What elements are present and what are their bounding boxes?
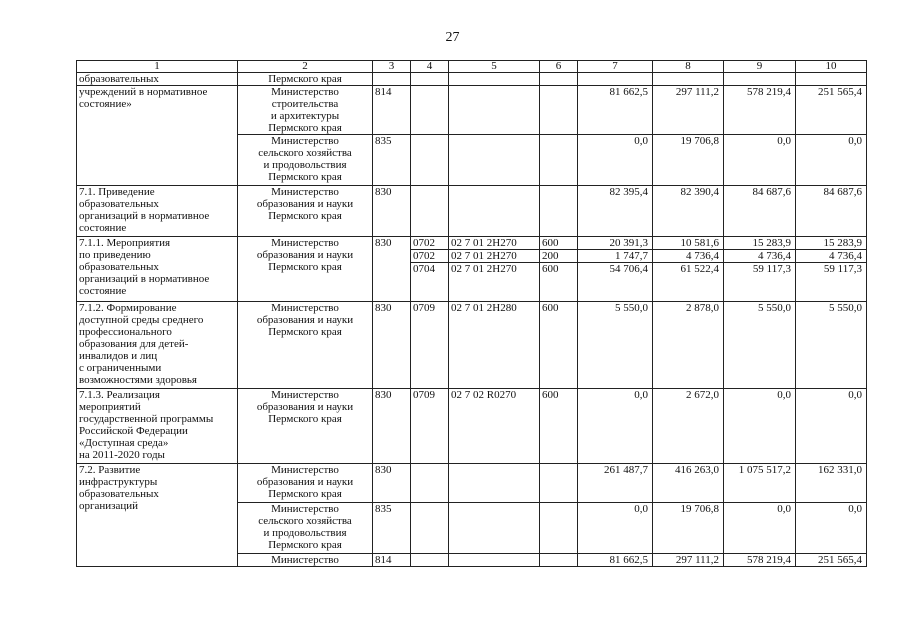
value-cell: 162 331,0: [796, 464, 867, 503]
section-code-cell: 0702: [411, 250, 449, 263]
section-code-cell: 0702: [411, 237, 449, 250]
ministry-cell: Министерство образования и науки Пермского края: [238, 186, 373, 237]
page-number: 27: [445, 30, 460, 45]
ministry-cell: Министерство образования и науки Пермского края: [238, 389, 373, 464]
value-cell: 297 111,2: [653, 554, 724, 567]
target-article-cell: 02 7 01 2Н270: [449, 237, 540, 250]
table-row: [77, 464, 867, 503]
col-header-3: 3: [373, 61, 411, 73]
ministry-cell: Министерство сельского хозяйства и продовольствия Пермского края: [238, 135, 373, 186]
target-article-cell: 02 7 02 R0270: [449, 389, 540, 464]
value-cell: 20 391,3: [578, 237, 653, 250]
section-code-cell: 0709: [411, 302, 449, 389]
value-cell: 59 117,3: [796, 263, 867, 302]
table-row: [77, 389, 867, 464]
table-row: [77, 73, 867, 86]
value-cell: 4 736,4: [724, 250, 796, 263]
col-header-6: 6: [540, 61, 578, 73]
value-cell: 5 550,0: [724, 302, 796, 389]
admin-code-cell: 835: [373, 503, 411, 554]
value-cell: 5 550,0: [578, 302, 653, 389]
value-cell: 578 219,4: [724, 86, 796, 135]
value-cell: 0,0: [724, 389, 796, 464]
expense-type-cell: 600: [540, 302, 578, 389]
value-cell: 4 736,4: [796, 250, 867, 263]
target-article-cell: 02 7 01 2Н280: [449, 302, 540, 389]
value-cell: 54 706,4: [578, 263, 653, 302]
value-cell: 0,0: [578, 135, 653, 186]
budget-table: [76, 60, 867, 567]
col-header-1: 1: [77, 61, 238, 73]
value-cell: 81 662,5: [578, 554, 653, 567]
ministry-cell: Министерство образования и науки Пермского края: [238, 464, 373, 503]
col-header-5: 5: [449, 61, 540, 73]
value-cell: 578 219,4: [724, 554, 796, 567]
value-cell: 84 687,6: [796, 186, 867, 237]
table-row: [77, 186, 867, 237]
value-cell: 19 706,8: [653, 135, 724, 186]
expense-type-cell: 600: [540, 389, 578, 464]
program-name-cell: учреждений в нормативное состояние»: [77, 86, 238, 186]
admin-code-cell: 814: [373, 86, 411, 135]
value-cell: 82 390,4: [653, 186, 724, 237]
target-article-cell: 02 7 01 2Н270: [449, 250, 540, 263]
header-row: [77, 61, 867, 73]
value-cell: 59 117,3: [724, 263, 796, 302]
admin-code-cell: 830: [373, 389, 411, 464]
value-cell: 0,0: [578, 503, 653, 554]
value-cell: 84 687,6: [724, 186, 796, 237]
col-header-9: 9: [724, 61, 796, 73]
table-row: [77, 86, 867, 135]
value-cell: 261 487,7: [578, 464, 653, 503]
value-cell: 1 747,7: [578, 250, 653, 263]
target-article-cell: 02 7 01 2Н270: [449, 263, 540, 302]
program-name-cell: 7.1.1. Мероприятия по приведению образовательных организаций в нормативное состояние: [77, 237, 238, 302]
section-code-cell: 0709: [411, 389, 449, 464]
program-name-cell: образовательных: [77, 73, 238, 86]
ministry-cell: Министерство образования и науки Пермского края: [238, 302, 373, 389]
value-cell: 4 736,4: [653, 250, 724, 263]
value-cell: 251 565,4: [796, 554, 867, 567]
value-cell: 0,0: [724, 503, 796, 554]
value-cell: 19 706,8: [653, 503, 724, 554]
ministry-cell: Министерство сельского хозяйства и продовольствия Пермского края: [238, 503, 373, 554]
admin-code-cell: 830: [373, 186, 411, 237]
col-header-8: 8: [653, 61, 724, 73]
expense-type-cell: 200: [540, 250, 578, 263]
value-cell: 61 522,4: [653, 263, 724, 302]
col-header-7: 7: [578, 61, 653, 73]
value-cell: 0,0: [724, 135, 796, 186]
col-header-10: 10: [796, 61, 867, 73]
value-cell: 297 111,2: [653, 86, 724, 135]
expense-type-cell: 600: [540, 263, 578, 302]
value-cell: 81 662,5: [578, 86, 653, 135]
value-cell: 0,0: [796, 503, 867, 554]
value-cell: 2 878,0: [653, 302, 724, 389]
program-name-cell: 7.1. Приведение образовательных организаций в нормативное состояние: [77, 186, 238, 237]
program-name-cell: 7.1.2. Формирование доступной среды среднего профессионального образования для детей- инвалидов и лиц с ограниченными возможностями здоровья: [77, 302, 238, 389]
table-row: [77, 302, 867, 389]
value-cell: 5 550,0: [796, 302, 867, 389]
program-name-cell: 7.2. Развитие инфраструктуры образовательных организаций: [77, 464, 238, 567]
ministry-cell: Министерство строительства и архитектуры Пермского края: [238, 86, 373, 135]
col-header-4: 4: [411, 61, 449, 73]
value-cell: 10 581,6: [653, 237, 724, 250]
expense-type-cell: 600: [540, 237, 578, 250]
admin-code-cell: 814: [373, 554, 411, 567]
value-cell: 251 565,4: [796, 86, 867, 135]
value-cell: 0,0: [796, 389, 867, 464]
value-cell: 82 395,4: [578, 186, 653, 237]
value-cell: 2 672,0: [653, 389, 724, 464]
ministry-cell: Министерство: [238, 554, 373, 567]
ministry-cell: Пермского края: [238, 73, 373, 86]
value-cell: 416 263,0: [653, 464, 724, 503]
admin-code-cell: 830: [373, 237, 411, 302]
col-header-2: 2: [238, 61, 373, 73]
section-code-cell: 0704: [411, 263, 449, 302]
value-cell: 15 283,9: [724, 237, 796, 250]
admin-code-cell: 835: [373, 135, 411, 186]
program-name-cell: 7.1.3. Реализация мероприятий государственной программы Российской Федерации «Доступная среда» на 2011-2020 годы: [77, 389, 238, 464]
table-row: [77, 237, 867, 250]
value-cell: 0,0: [578, 389, 653, 464]
value-cell: 0,0: [796, 135, 867, 186]
value-cell: 1 075 517,2: [724, 464, 796, 503]
admin-code-cell: 830: [373, 302, 411, 389]
ministry-cell: Министерство образования и науки Пермского края: [238, 237, 373, 302]
value-cell: 15 283,9: [796, 237, 867, 250]
admin-code-cell: 830: [373, 464, 411, 503]
